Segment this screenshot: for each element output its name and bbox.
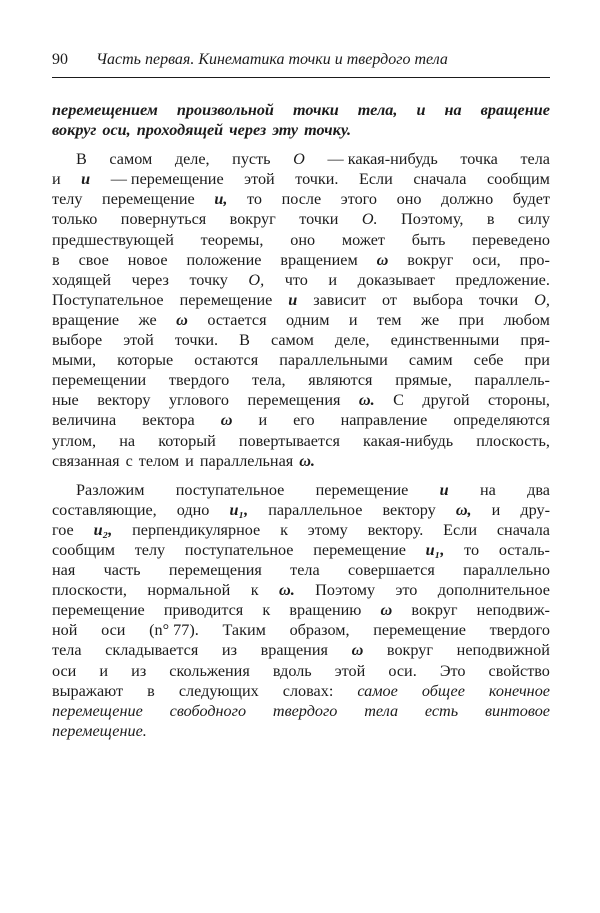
word: к: [250, 581, 259, 600]
word: в: [486, 210, 495, 229]
word: вращением: [280, 250, 358, 269]
word: параллель-: [474, 371, 550, 390]
text-line: [52, 230, 550, 250]
word: оси,: [102, 121, 131, 140]
text-line: [52, 500, 550, 520]
word: углом,: [52, 431, 97, 450]
word: параллельными: [279, 351, 388, 370]
word: выборе: [52, 331, 103, 350]
word: углового: [168, 391, 229, 410]
word: же: [138, 310, 157, 329]
word: самим: [408, 351, 453, 370]
word: u₂,: [93, 520, 113, 539]
word: параллельная: [199, 451, 294, 470]
word: предшествующей: [52, 230, 174, 249]
word: следующих: [178, 681, 259, 700]
word: перемещение: [313, 540, 406, 559]
word: направление: [340, 411, 428, 430]
word: оси: [101, 621, 126, 640]
word: вокруг: [52, 121, 97, 140]
word: осталь-: [498, 540, 550, 559]
word: ω.: [278, 581, 295, 600]
word: на: [444, 101, 462, 119]
word: ходящей: [52, 270, 112, 289]
word: перемещение.: [52, 721, 147, 740]
word: перемещением: [52, 101, 158, 119]
word: произвольной: [176, 101, 274, 119]
word: С: [393, 391, 404, 410]
word: скольжения: [169, 661, 250, 680]
word: на: [119, 431, 136, 450]
word: это: [395, 581, 418, 600]
word: оси,: [472, 250, 501, 269]
word: прямые,: [395, 371, 452, 390]
word: конечное: [488, 681, 550, 700]
word: ω: [351, 641, 364, 660]
word: ω.: [358, 391, 375, 410]
text-line: [52, 480, 550, 500]
word: предложение.: [455, 270, 550, 289]
word: деле,: [174, 150, 210, 169]
word: тем: [377, 310, 402, 329]
word: оно: [290, 230, 316, 249]
word: телом: [138, 451, 180, 470]
text-line: [52, 721, 550, 741]
paragraph-gap: [52, 140, 550, 149]
word: то: [464, 540, 480, 559]
word: одно: [176, 500, 210, 519]
word: проходящей: [136, 121, 224, 140]
text-line: [52, 640, 550, 660]
word: вектору: [382, 500, 436, 519]
word: остается: [207, 310, 267, 329]
word: единственными: [390, 331, 500, 350]
word: два: [527, 480, 550, 499]
word: складывается: [105, 641, 199, 660]
word: ω: [376, 250, 389, 269]
word: Таким: [222, 621, 266, 640]
word: Поэтому: [315, 581, 376, 600]
word: Если: [443, 520, 477, 539]
word: перемещение: [102, 190, 195, 209]
word: этой: [334, 661, 366, 680]
word: параллельное: [268, 500, 363, 519]
text-line: [52, 451, 550, 471]
word: силу: [517, 210, 550, 229]
word: u₁,: [229, 500, 249, 519]
text-line: [52, 661, 550, 681]
paragraph-proof: [52, 149, 550, 471]
word: u: [288, 290, 298, 309]
word: O,: [248, 270, 265, 289]
word: самое: [357, 681, 398, 700]
word: вращения: [260, 641, 328, 660]
text-line: [52, 370, 550, 390]
word: (n° 77).: [149, 621, 199, 640]
word: то: [247, 190, 262, 209]
word: через: [229, 121, 267, 140]
paragraph-screw-motion: [52, 480, 550, 741]
word: новое: [127, 250, 168, 269]
word: сообщим: [52, 540, 115, 559]
word: сначала: [496, 520, 550, 539]
word: твердого: [272, 701, 338, 720]
paragraph-lead-in: [52, 100, 550, 140]
word: Разложим: [76, 480, 145, 499]
word: и: [258, 411, 268, 430]
word: при: [524, 351, 550, 370]
word: доказывает: [357, 270, 435, 289]
word: вращение: [480, 101, 550, 119]
word: вдоль: [272, 661, 312, 680]
word: неподвижной: [456, 641, 550, 660]
word: пря-: [520, 331, 550, 350]
word: что: [284, 270, 308, 289]
word: ω,: [455, 500, 472, 519]
text-line: [52, 350, 550, 370]
word: — перемещение: [110, 170, 224, 189]
word: величина: [52, 411, 117, 430]
word: Поэтому,: [401, 210, 464, 229]
word: тела,: [357, 101, 398, 119]
word: параллельно: [463, 561, 550, 580]
text-line: [52, 250, 550, 270]
word: тела: [520, 150, 550, 169]
body-text: [52, 100, 550, 741]
word: переведено: [472, 230, 550, 249]
word: тела: [290, 561, 320, 580]
word: вектору.: [367, 520, 424, 539]
word: выражают: [52, 681, 124, 700]
word: сначала: [413, 170, 467, 189]
word: ω: [176, 310, 188, 329]
word: и: [99, 661, 109, 680]
word: Если: [358, 170, 393, 189]
word: словах:: [282, 681, 334, 700]
text-line: [52, 701, 550, 721]
word: любом: [503, 310, 550, 329]
word: от: [381, 290, 397, 309]
word: вокруг: [229, 210, 276, 229]
text-line: [52, 620, 550, 640]
text-line: [52, 169, 550, 189]
word: какая-нибудь: [363, 431, 454, 450]
word: с: [125, 451, 133, 470]
text-line: [52, 390, 550, 410]
word: и: [416, 101, 426, 119]
word: оно: [396, 190, 422, 209]
text-line: [52, 290, 550, 310]
word: одним: [286, 310, 330, 329]
word: гое: [52, 520, 74, 539]
word: точки: [479, 290, 519, 309]
word: точки: [299, 210, 339, 229]
word: являются: [308, 371, 373, 390]
word: после: [281, 190, 322, 209]
text-line: [52, 520, 550, 540]
word: — какая-нибудь: [327, 150, 438, 169]
text-line: [52, 560, 550, 580]
word: пусть: [232, 150, 271, 169]
word: оси.: [388, 661, 417, 680]
word: u: [439, 480, 449, 499]
word: поступательное: [175, 480, 285, 499]
text-line: [52, 410, 550, 430]
word: вокруг: [407, 250, 454, 269]
word: выбора: [412, 290, 464, 309]
word: может: [341, 230, 386, 249]
word: вектору: [97, 391, 151, 410]
word: Поступательное: [52, 290, 164, 309]
word: другой: [422, 391, 470, 410]
word: совершается: [347, 561, 435, 580]
word: теоремы,: [200, 230, 264, 249]
text-line: [52, 149, 550, 169]
word: перемещение: [315, 480, 409, 499]
word: будет: [512, 190, 550, 209]
word: и: [185, 451, 194, 470]
word: которые: [117, 351, 174, 370]
word: телу: [134, 540, 166, 559]
word: плоскость,: [476, 431, 550, 450]
header-rule: [52, 77, 550, 78]
word: приводится: [163, 601, 244, 620]
word: O: [293, 150, 305, 169]
word: зависит: [313, 290, 367, 309]
word: O.: [361, 210, 378, 229]
word: через: [131, 270, 169, 289]
text-line: [52, 540, 550, 560]
word: тела: [364, 701, 399, 720]
word: вращению: [289, 601, 362, 620]
word: O,: [534, 290, 550, 309]
text-line: [52, 100, 550, 120]
word: вектора: [142, 411, 195, 430]
word: самом: [109, 150, 153, 169]
word: точки.: [174, 331, 219, 350]
word: связанная: [52, 451, 120, 470]
word: тела: [52, 641, 82, 660]
word: образом,: [289, 621, 350, 640]
word: про-: [519, 250, 550, 269]
word: ные: [52, 391, 79, 410]
word: только: [52, 210, 98, 229]
running-title: Часть первая. Кинематика точки и твердого тела: [96, 51, 448, 68]
word: тела,: [252, 371, 286, 390]
word: и: [491, 500, 501, 519]
text-line: [52, 189, 550, 209]
text-line: [52, 600, 550, 620]
word: и: [348, 310, 358, 329]
word: ω: [220, 411, 233, 430]
word: перемещения: [168, 561, 262, 580]
word: и: [328, 270, 338, 289]
word: свободного: [169, 701, 247, 720]
word: из: [131, 661, 147, 680]
word: его: [293, 411, 315, 430]
word: этой: [123, 331, 154, 350]
text-line: [52, 431, 550, 451]
word: ной: [52, 621, 78, 640]
text-line: [52, 330, 550, 350]
word: деле,: [334, 331, 370, 350]
word: нормальной: [147, 581, 231, 600]
word: быть: [411, 230, 446, 249]
word: мыми,: [52, 351, 97, 370]
word: В: [239, 331, 250, 350]
word: оси: [52, 661, 77, 680]
word: при: [458, 310, 485, 329]
word: этому: [307, 520, 348, 539]
word: точки: [292, 101, 339, 119]
word: сообщим: [486, 170, 550, 189]
word: в: [52, 250, 60, 269]
text-line: [52, 310, 550, 330]
word: вокруг: [411, 601, 458, 620]
word: составляющие,: [52, 500, 157, 519]
word: u,: [214, 190, 228, 209]
word: этой: [244, 170, 275, 189]
word: свое: [78, 250, 109, 269]
word: твердого: [489, 621, 550, 640]
word: свойство: [488, 661, 550, 680]
word: точку.: [304, 121, 352, 140]
word: перпендикулярное: [132, 520, 261, 539]
word: дополнительное: [437, 581, 550, 600]
word: точку: [189, 270, 228, 289]
text-line: [52, 270, 550, 290]
text-line: [52, 681, 550, 701]
word: к: [262, 601, 271, 620]
word: вращение: [52, 310, 120, 329]
word: определяются: [453, 411, 550, 430]
word: себе: [473, 351, 504, 370]
word: должно: [441, 190, 494, 209]
word: из: [221, 641, 237, 660]
word: точки.: [295, 170, 339, 189]
word: же: [421, 310, 440, 329]
word: к: [280, 520, 288, 539]
word: винтовое: [484, 701, 550, 720]
word: есть: [424, 701, 459, 720]
word: на: [479, 480, 496, 499]
word: ω: [380, 601, 393, 620]
text-line: [52, 580, 550, 600]
word: плоскости,: [52, 581, 127, 600]
word: u: [81, 170, 91, 189]
page-number: 90: [52, 51, 68, 68]
word: повертывается: [238, 431, 340, 450]
running-header: [52, 50, 552, 70]
word: Это: [439, 661, 466, 680]
word: точка: [460, 150, 498, 169]
word: в: [147, 681, 155, 700]
word: и: [52, 170, 61, 189]
word: самом: [270, 331, 314, 350]
word: u₁,: [425, 540, 445, 559]
word: этого: [340, 190, 377, 209]
word: твердого: [168, 371, 230, 390]
word: часть: [103, 561, 141, 580]
word: эту: [272, 121, 299, 140]
word: перемещении: [52, 371, 147, 390]
word: телу: [52, 190, 83, 209]
word: остаются: [194, 351, 259, 370]
text-line: [52, 120, 550, 140]
word: общее: [421, 681, 465, 700]
word: ная: [52, 561, 76, 580]
word: дру-: [520, 500, 550, 519]
word: который: [158, 431, 216, 450]
word: стороны,: [488, 391, 550, 410]
word: ω.: [299, 451, 315, 470]
word: повернуться: [120, 210, 207, 229]
text-line: [52, 209, 550, 229]
word: перемещение: [373, 621, 466, 640]
word: перемещения: [247, 391, 341, 410]
word: перемещение: [179, 290, 273, 309]
word: перемещение: [52, 601, 145, 620]
word: В: [76, 150, 87, 169]
word: положение: [186, 250, 262, 269]
word: перемещение: [52, 701, 143, 720]
word: вокруг: [386, 641, 434, 660]
word: поступательное: [184, 540, 294, 559]
word: неподвиж-: [476, 601, 550, 620]
paragraph-gap: [52, 471, 550, 480]
